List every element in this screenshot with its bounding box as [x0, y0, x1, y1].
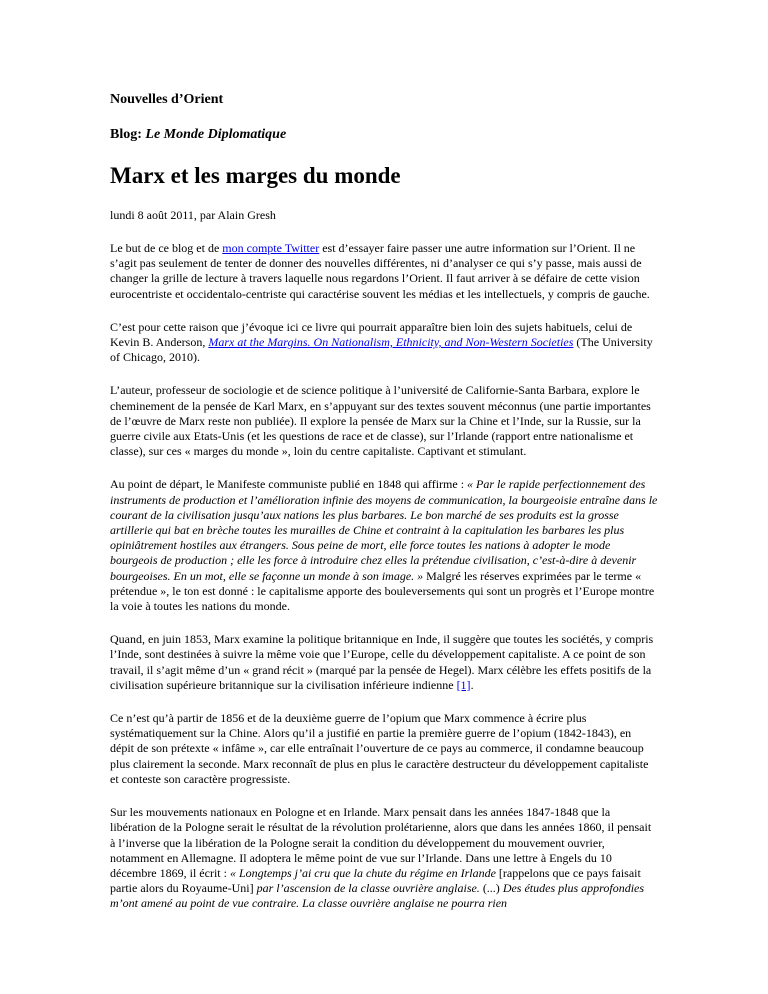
p5-text: Quand, en juin 1853, Marx examine la politique britannique en Inde, il suggère que toutes les sociétés, y compris l’Inde, sont destinées à suivre la même voie que l’Europe, celle du développement capitaliste. A ce point de son travail, il s’agit même d’un « grand récit » (marqué par la pensée de Hegel). Marx célèbre les effets positifs de la civilisation supérieure britannique sur la civilisation inférieure indienne	[110, 632, 654, 692]
twitter-link[interactable]: mon compte Twitter	[222, 241, 320, 255]
engels-quote-2: par l’ascension de la classe ouvrière anglaise.	[256, 881, 480, 896]
p7-bracket: [rappelons que ce pays faisait partie alors du Royaume-Uni]	[110, 865, 641, 896]
blog-label: Blog:	[110, 127, 142, 142]
p4-text-b: Malgré les réserves exprimées par le terme « prétendue », le ton est donné : le capitalisme apporte des bouleversements qui sont un progrès et l’Europe montre la voie à toutes les nations du monde.	[110, 568, 655, 614]
book-link[interactable]	[208, 335, 573, 349]
blog-line	[110, 127, 286, 143]
p7-text-a: Sur les mouvements nationaux en Pologne et en Irlande. Marx pensait dans les années 1847-1848 que la libération de la Pologne serait le résultat de la révolution prolétarienne, alors que dans les années 1860, il pensait à l’inverse que la libération de la Pologne serait la condition du développement du mouvement ouvrier, notamment en Allemagne. Il adoptera le même point de vue sur l’Irlande. Dans une lettre à Engels du 10 décembre 1869, il écrit :	[110, 805, 652, 880]
engels-quote-1: « Longtemps j’ai cru que la chute du régime en Irlande	[229, 865, 496, 880]
article-byline: lundi 8 août 2011, par Alain Gresh	[110, 208, 276, 222]
paragraph-6: Ce n’est qu’à partir de 1856 et de la deuxième guerre de l’opium que Marx commence à écrire plus systématiquement sur la Chine. Alors qu’il a justifié en partie la première guerre de l’opium (1842-1843), en dépit de son prétexte « infâme », car elle entraînait l’ouverture de ce pays au commerce, il condamne beaucoup plus clairement la seconde. Marx reconnaît de plus en plus le caractère destructeur du développement capitaliste et conteste son caractère progressiste.	[110, 711, 649, 786]
paragraph-4	[110, 477, 658, 614]
engels-quote-3: Des études plus approfondies m’ont amené au point de vue contraire. La classe ouvrière anglaise ne pourra rien	[110, 881, 645, 911]
paragraph-3: L’auteur, professeur de sociologie et de science politique à l’université de Californie-Santa Barbara, explore le cheminement de la pensée de Karl Marx, en s’appuyant sur des textes souvent méconnus (une partie importantes de l’œuvre de Marx reste non publiée). Il explore la pensée de Marx sur la Chine et l’Inde, sur la Russie, sur la guerre civile aux Etats-Unis (et les questions de race et de classe), sur l’Irlande (rapport entre nationalisme et classe), sur ces « marges du monde », loin du centre capitaliste. Captivant et stimulant.	[110, 383, 651, 459]
paragraph-2	[110, 320, 658, 366]
p2-text-a: C’est pour cette raison que j’évoque ici ce livre qui pourrait apparaître bien loin des sujets habituels, celui de Kevin B. Anderson,	[110, 319, 633, 350]
p1-text-a: Le but de ce blog et de	[110, 241, 223, 255]
p4-text-a: Au point de départ, le Manifeste communiste publié en 1848 qui affirme :	[110, 477, 468, 492]
paragraph-5	[110, 632, 658, 693]
paragraph-1	[110, 241, 658, 302]
p5-end: .	[470, 677, 474, 692]
source-name: Nouvelles d’Orient	[110, 92, 224, 107]
blog-name: Le Monde Diplomatique	[145, 127, 287, 142]
article-body	[110, 241, 658, 930]
p7-ellipsis: (...)	[479, 881, 503, 896]
footnote-link-1[interactable]: [1]	[456, 677, 471, 692]
paragraph-7	[110, 805, 658, 911]
article-title: Marx et les marges du monde	[110, 163, 401, 188]
p1-text-b: est d’essayer faire passer une autre information sur l’Orient. Il ne s’agit pas seulement de tenter de donner des nouvelles différentes, ni d’analyser ce qui s’y passe, mais aussi de changer la grille de lecture à travers laquelle nous regardons l’Orient. Il faut arriver à se défaire de cette vision eurocentriste et occidentalo-centriste qui caractérise souvent les médias et les intellectuels, y compris de gauche.	[110, 241, 650, 301]
manifesto-quote: « Par le rapide perfectionnement des instruments de production et l’amélioration infinie des moyens de communication, la bourgeoisie entraîne dans le courant de la civilisation jusqu’aux nations les plus barbares. Le bon marché de ses produits est la grosse artillerie qui bat en brèche toutes les murailles de Chine et contraint à la capitulation les barbares les plus opiniâtrement hostiles aux étrangers. Sous peine de mort, elle force toutes les nations à adopter le mode bourgeois de production ; elle les force à introduire chez elles la prétendue civilisation, c’est-à-dire à devenir bourgeoises. En un mot, elle se façonne un monde à son image. »	[110, 477, 658, 583]
p2-text-b: (The University of Chicago, 2010).	[110, 335, 653, 365]
book-title[interactable]: Marx at the Margins. On Nationalism, Ethnicity, and Non-Western Societies	[208, 335, 574, 350]
